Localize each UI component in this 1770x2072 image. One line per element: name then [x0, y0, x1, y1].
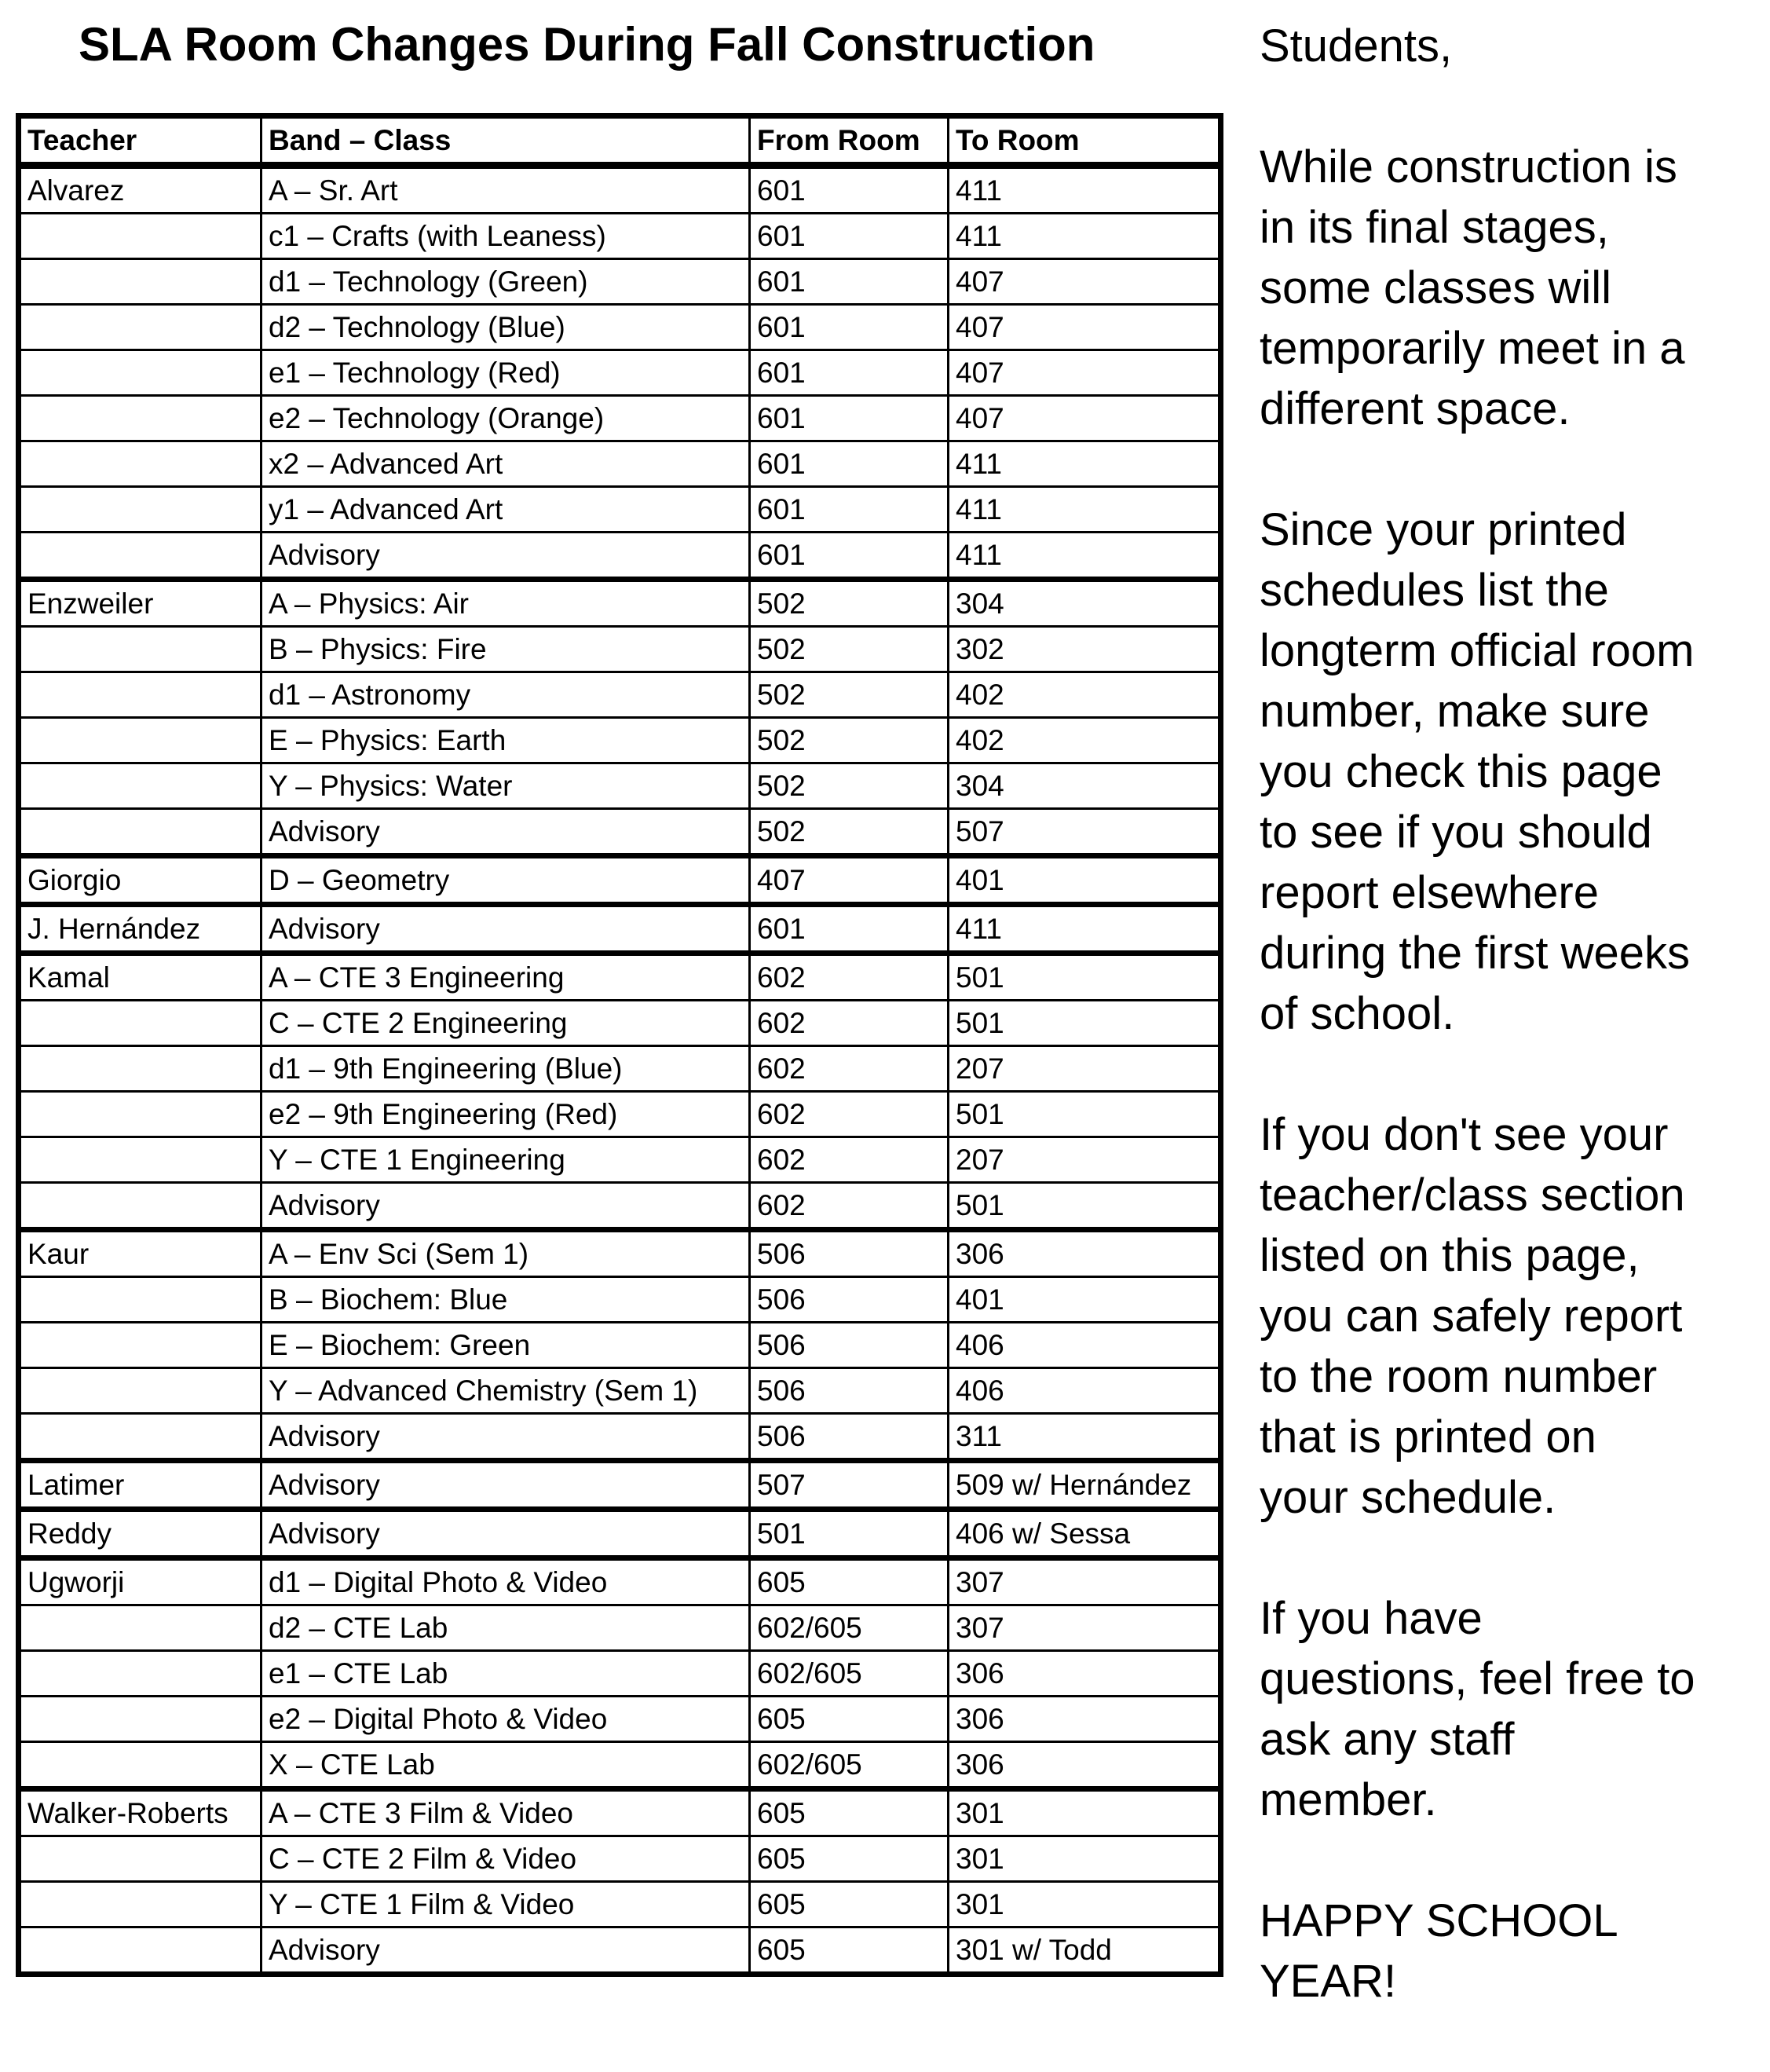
cell-band-class: d1 – Technology (Green) — [261, 259, 750, 305]
cell-to-room: 207 — [949, 1046, 1221, 1092]
cell-teacher — [19, 487, 261, 533]
cell-to-room: 402 — [949, 672, 1221, 718]
table-row — [19, 487, 1221, 533]
table-row — [19, 1414, 1221, 1461]
cell-from-room: 602/605 — [750, 1651, 949, 1697]
cell-teacher — [19, 441, 261, 487]
cell-teacher — [19, 1323, 261, 1368]
cell-band-class: A – Physics: Air — [261, 580, 750, 627]
table-row — [19, 580, 1221, 627]
table-row — [19, 1137, 1221, 1183]
cell-teacher: Latimer — [19, 1461, 261, 1510]
cell-to-room: 501 — [949, 1183, 1221, 1230]
cell-band-class: A – Sr. Art — [261, 166, 750, 214]
cell-band-class: B – Physics: Fire — [261, 627, 750, 672]
cell-to-room: 406 — [949, 1323, 1221, 1368]
cell-to-room: 306 — [949, 1651, 1221, 1697]
cell-band-class: C – CTE 2 Film & Video — [261, 1836, 750, 1882]
cell-to-room: 411 — [949, 905, 1221, 954]
cell-to-room: 509 w/ Hernández — [949, 1461, 1221, 1510]
cell-teacher — [19, 1414, 261, 1461]
cell-from-room: 602 — [750, 1046, 949, 1092]
cell-teacher — [19, 1183, 261, 1230]
cell-band-class: B – Biochem: Blue — [261, 1277, 750, 1323]
cell-to-room: 306 — [949, 1230, 1221, 1277]
cell-from-room: 605 — [750, 1789, 949, 1836]
cell-from-room: 506 — [750, 1368, 949, 1414]
cell-band-class: y1 – Advanced Art — [261, 487, 750, 533]
cell-to-room: 411 — [949, 533, 1221, 580]
cell-teacher — [19, 627, 261, 672]
cell-from-room: 507 — [750, 1461, 949, 1510]
notice-paragraph — [1260, 1588, 1762, 1830]
cell-teacher — [19, 350, 261, 396]
cell-band-class: E – Biochem: Green — [261, 1323, 750, 1368]
cell-teacher: Giorgio — [19, 856, 261, 905]
table-row — [19, 672, 1221, 718]
notice-line: Since your printed — [1260, 504, 1627, 555]
cell-teacher — [19, 259, 261, 305]
cell-band-class: c1 – Crafts (with Leaness) — [261, 214, 750, 259]
table-row — [19, 1277, 1221, 1323]
notice-line: during the first weeks — [1260, 928, 1691, 979]
cell-teacher — [19, 1368, 261, 1414]
cell-from-room: 605 — [750, 1836, 949, 1882]
cell-from-room: 506 — [750, 1323, 949, 1368]
cell-from-room: 601 — [750, 533, 949, 580]
student-notice — [1260, 16, 1762, 2072]
cell-to-room: 302 — [949, 627, 1221, 672]
table-row — [19, 1742, 1221, 1789]
table-row — [19, 905, 1221, 954]
cell-teacher — [19, 1605, 261, 1651]
table-row — [19, 533, 1221, 580]
notice-line: YEAR! — [1260, 1956, 1397, 2007]
cell-from-room: 602/605 — [750, 1742, 949, 1789]
cell-to-room: 501 — [949, 954, 1221, 1001]
cell-teacher — [19, 1927, 261, 1975]
cell-band-class: Advisory — [261, 905, 750, 954]
cell-from-room: 602 — [750, 1183, 949, 1230]
cell-band-class: Advisory — [261, 1414, 750, 1461]
notice-line: you check this page — [1260, 746, 1662, 797]
cell-to-room: 411 — [949, 214, 1221, 259]
table-row — [19, 627, 1221, 672]
cell-teacher: Walker-Roberts — [19, 1789, 261, 1836]
cell-teacher — [19, 1651, 261, 1697]
cell-band-class: Advisory — [261, 809, 750, 856]
cell-band-class: e2 – Digital Photo & Video — [261, 1697, 750, 1742]
cell-band-class: d2 – CTE Lab — [261, 1605, 750, 1651]
table-row — [19, 396, 1221, 441]
notice-line: in its final stages, — [1260, 202, 1609, 253]
cell-from-room: 601 — [750, 441, 949, 487]
cell-band-class: e1 – CTE Lab — [261, 1651, 750, 1697]
cell-band-class: Y – CTE 1 Film & Video — [261, 1882, 750, 1927]
cell-from-room: 602/605 — [750, 1605, 949, 1651]
cell-band-class: Advisory — [261, 1461, 750, 1510]
cell-teacher — [19, 1836, 261, 1882]
cell-teacher — [19, 718, 261, 763]
cell-band-class: D – Geometry — [261, 856, 750, 905]
cell-band-class: A – Env Sci (Sem 1) — [261, 1230, 750, 1277]
cell-band-class: C – CTE 2 Engineering — [261, 1001, 750, 1046]
notice-line: your schedule. — [1260, 1472, 1556, 1523]
cell-teacher — [19, 1882, 261, 1927]
cell-teacher: Ugworji — [19, 1558, 261, 1605]
cell-to-room: 301 — [949, 1836, 1221, 1882]
notice-paragraph — [1260, 500, 1762, 1044]
cell-from-room: 502 — [750, 627, 949, 672]
table-row — [19, 1368, 1221, 1414]
table-row — [19, 1927, 1221, 1975]
cell-to-room: 401 — [949, 1277, 1221, 1323]
cell-to-room: 306 — [949, 1742, 1221, 1789]
cell-from-room: 602 — [750, 954, 949, 1001]
cell-to-room: 301 w/ Todd — [949, 1927, 1221, 1975]
notice-line: schedules list the — [1260, 565, 1609, 616]
notice-line: While construction is — [1260, 141, 1677, 192]
cell-band-class: Advisory — [261, 1183, 750, 1230]
table-row — [19, 1510, 1221, 1558]
cell-from-room: 407 — [750, 856, 949, 905]
cell-to-room: 411 — [949, 487, 1221, 533]
notice-line: ask any staff — [1260, 1714, 1515, 1765]
notice-line: of school. — [1260, 988, 1455, 1039]
cell-from-room: 605 — [750, 1927, 949, 1975]
cell-from-room: 601 — [750, 166, 949, 214]
header-band-class: Band – Class — [261, 116, 750, 166]
cell-from-room: 502 — [750, 672, 949, 718]
notice-line: number, make sure — [1260, 686, 1650, 737]
table-row — [19, 1323, 1221, 1368]
table-header-row — [19, 116, 1221, 166]
cell-from-room: 602 — [750, 1001, 949, 1046]
cell-band-class: Advisory — [261, 1927, 750, 1975]
notice-line: longterm official room — [1260, 625, 1695, 676]
table-row — [19, 1001, 1221, 1046]
cell-band-class: E – Physics: Earth — [261, 718, 750, 763]
cell-teacher — [19, 1001, 261, 1046]
table-row — [19, 1882, 1221, 1927]
cell-to-room: 406 w/ Sessa — [949, 1510, 1221, 1558]
notice-paragraph — [1260, 137, 1762, 439]
cell-from-room: 602 — [750, 1092, 949, 1137]
cell-from-room: 601 — [750, 259, 949, 305]
cell-from-room: 601 — [750, 396, 949, 441]
header-teacher: Teacher — [19, 116, 261, 166]
cell-band-class: Y – Advanced Chemistry (Sem 1) — [261, 1368, 750, 1414]
table-row — [19, 166, 1221, 214]
cell-to-room: 311 — [949, 1414, 1221, 1461]
cell-to-room: 501 — [949, 1092, 1221, 1137]
cell-from-room: 601 — [750, 487, 949, 533]
cell-from-room: 502 — [750, 718, 949, 763]
table-row — [19, 809, 1221, 856]
cell-from-room: 605 — [750, 1882, 949, 1927]
table-row — [19, 1092, 1221, 1137]
cell-to-room: 507 — [949, 809, 1221, 856]
cell-teacher — [19, 214, 261, 259]
cell-band-class: e1 – Technology (Red) — [261, 350, 750, 396]
cell-from-room: 502 — [750, 580, 949, 627]
cell-to-room: 307 — [949, 1558, 1221, 1605]
cell-to-room: 301 — [949, 1789, 1221, 1836]
notice-line: If you don't see your — [1260, 1109, 1669, 1160]
notice-line: that is printed on — [1260, 1411, 1596, 1462]
cell-teacher: Kamal — [19, 954, 261, 1001]
notice-line: to see if you should — [1260, 807, 1652, 858]
table-body — [19, 166, 1221, 1975]
cell-from-room: 601 — [750, 905, 949, 954]
table-row — [19, 856, 1221, 905]
cell-to-room: 207 — [949, 1137, 1221, 1183]
cell-band-class: e2 – Technology (Orange) — [261, 396, 750, 441]
cell-from-room: 501 — [750, 1510, 949, 1558]
table-row — [19, 718, 1221, 763]
cell-teacher — [19, 533, 261, 580]
notice-line: some classes will — [1260, 262, 1611, 313]
cell-from-room: 601 — [750, 350, 949, 396]
room-changes-table — [16, 113, 1223, 1977]
notice-line: teacher/class section — [1260, 1170, 1685, 1221]
notice-paragraph — [1260, 16, 1762, 76]
cell-from-room: 601 — [750, 305, 949, 350]
header-to-room: To Room — [949, 116, 1221, 166]
cell-teacher: Enzweiler — [19, 580, 261, 627]
cell-band-class: x2 – Advanced Art — [261, 441, 750, 487]
cell-band-class: Y – CTE 1 Engineering — [261, 1137, 750, 1183]
cell-to-room: 407 — [949, 259, 1221, 305]
cell-band-class: d2 – Technology (Blue) — [261, 305, 750, 350]
notice-line: If you have — [1260, 1593, 1483, 1644]
cell-band-class: X – CTE Lab — [261, 1742, 750, 1789]
cell-teacher — [19, 763, 261, 809]
cell-teacher — [19, 1137, 261, 1183]
cell-band-class: e2 – 9th Engineering (Red) — [261, 1092, 750, 1137]
cell-teacher: Alvarez — [19, 166, 261, 214]
cell-band-class: A – CTE 3 Engineering — [261, 954, 750, 1001]
table-row — [19, 763, 1221, 809]
notice-line: to the room number — [1260, 1351, 1658, 1402]
cell-teacher — [19, 1742, 261, 1789]
cell-to-room: 407 — [949, 396, 1221, 441]
room-changes-table-container — [16, 113, 1223, 1977]
cell-from-room: 605 — [750, 1697, 949, 1742]
cell-to-room: 402 — [949, 718, 1221, 763]
table-row — [19, 1651, 1221, 1697]
cell-band-class: d1 – Astronomy — [261, 672, 750, 718]
cell-teacher — [19, 809, 261, 856]
cell-teacher: J. Hernández — [19, 905, 261, 954]
cell-teacher — [19, 1697, 261, 1742]
table-row — [19, 1836, 1221, 1882]
notice-line: different space. — [1260, 383, 1571, 434]
cell-from-room: 605 — [750, 1558, 949, 1605]
cell-band-class: d1 – 9th Engineering (Blue) — [261, 1046, 750, 1092]
cell-teacher — [19, 396, 261, 441]
cell-to-room: 501 — [949, 1001, 1221, 1046]
cell-from-room: 601 — [750, 214, 949, 259]
cell-to-room: 407 — [949, 350, 1221, 396]
cell-band-class: d1 – Digital Photo & Video — [261, 1558, 750, 1605]
cell-band-class: Y – Physics: Water — [261, 763, 750, 809]
notice-line: report elsewhere — [1260, 867, 1599, 918]
notice-line: member. — [1260, 1774, 1437, 1825]
cell-to-room: 407 — [949, 305, 1221, 350]
table-row — [19, 305, 1221, 350]
cell-to-room: 411 — [949, 441, 1221, 487]
notice-line: questions, feel free to — [1260, 1653, 1695, 1704]
table-row — [19, 350, 1221, 396]
header-from-room: From Room — [750, 116, 949, 166]
notice-line: listed on this page, — [1260, 1230, 1640, 1281]
cell-from-room: 502 — [750, 809, 949, 856]
cell-teacher — [19, 672, 261, 718]
table-row — [19, 954, 1221, 1001]
table-row — [19, 1605, 1221, 1651]
cell-teacher: Kaur — [19, 1230, 261, 1277]
notice-paragraph — [1260, 1891, 1762, 2012]
cell-from-room: 506 — [750, 1414, 949, 1461]
cell-from-room: 506 — [750, 1230, 949, 1277]
cell-to-room: 406 — [949, 1368, 1221, 1414]
notice-line: temporarily meet in a — [1260, 323, 1685, 374]
table-row — [19, 1183, 1221, 1230]
cell-to-room: 411 — [949, 166, 1221, 214]
cell-from-room: 502 — [750, 763, 949, 809]
cell-from-room: 602 — [750, 1137, 949, 1183]
table-row — [19, 441, 1221, 487]
table-row — [19, 1046, 1221, 1092]
cell-to-room: 304 — [949, 580, 1221, 627]
cell-to-room: 301 — [949, 1882, 1221, 1927]
page-title: SLA Room Changes During Fall Construction — [79, 18, 1095, 71]
table-row — [19, 1461, 1221, 1510]
notice-paragraph — [1260, 1104, 1762, 1528]
cell-teacher — [19, 1277, 261, 1323]
table-row — [19, 1558, 1221, 1605]
table-row — [19, 259, 1221, 305]
cell-to-room: 306 — [949, 1697, 1221, 1742]
cell-to-room: 304 — [949, 763, 1221, 809]
cell-teacher — [19, 305, 261, 350]
cell-teacher — [19, 1046, 261, 1092]
cell-to-room: 307 — [949, 1605, 1221, 1651]
cell-teacher: Reddy — [19, 1510, 261, 1558]
notice-line: HAPPY SCHOOL — [1260, 1895, 1618, 1946]
notice-line: you can safely report — [1260, 1290, 1683, 1342]
table-row — [19, 1230, 1221, 1277]
notice-line: Students, — [1260, 20, 1453, 71]
cell-band-class: Advisory — [261, 1510, 750, 1558]
cell-teacher — [19, 1092, 261, 1137]
cell-to-room: 401 — [949, 856, 1221, 905]
table-row — [19, 1789, 1221, 1836]
table-row — [19, 1697, 1221, 1742]
cell-from-room: 506 — [750, 1277, 949, 1323]
table-row — [19, 214, 1221, 259]
cell-band-class: A – CTE 3 Film & Video — [261, 1789, 750, 1836]
cell-band-class: Advisory — [261, 533, 750, 580]
